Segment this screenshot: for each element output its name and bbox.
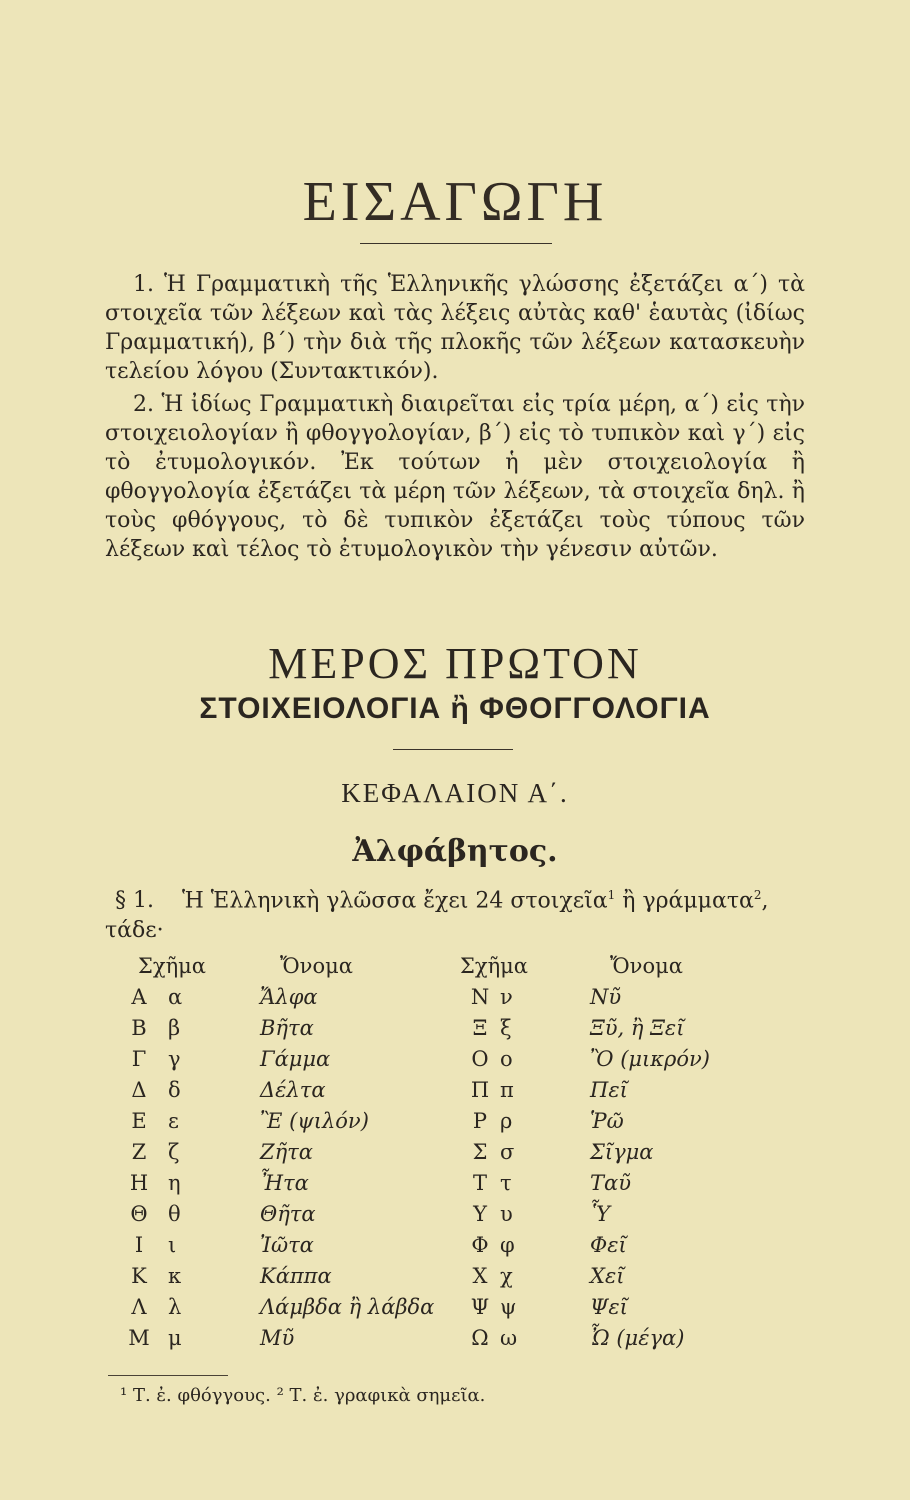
table-row <box>110 981 790 1012</box>
letter-name: Θῆτα <box>260 1201 316 1226</box>
uppercase-letter: Η <box>129 1170 149 1195</box>
lowercase-letter: ω <box>500 1325 518 1350</box>
letter-name: Ὗ <box>590 1201 611 1226</box>
table-row <box>110 1074 790 1105</box>
uppercase-letter: Ξ <box>472 1015 488 1040</box>
lowercase-letter: η <box>168 1170 181 1195</box>
uppercase-letter: Σ <box>472 1139 488 1164</box>
lowercase-letter: υ <box>500 1201 513 1226</box>
table-row <box>110 1291 790 1322</box>
lowercase-letter: μ <box>168 1325 182 1350</box>
lowercase-letter: χ <box>500 1263 513 1288</box>
uppercase-letter: Ω <box>471 1325 489 1350</box>
letter-name: Κάππα <box>260 1263 332 1288</box>
letter-name: Ζῆτα <box>260 1139 313 1164</box>
letter-name: Ψεῖ <box>590 1294 628 1319</box>
lowercase-letter: ν <box>500 984 513 1009</box>
letter-name: Ταῦ <box>590 1170 631 1195</box>
lowercase-letter: δ <box>168 1077 181 1102</box>
uppercase-letter: Δ <box>131 1077 147 1102</box>
part-subtitle: ΣΤΟΙΧΕΙΟΛΟΓΙΑ ἢ ΦΘΟΓΓΟΛΟΓΙΑ <box>199 692 711 725</box>
lowercase-letter: τ <box>500 1170 512 1195</box>
uppercase-letter: Χ <box>472 1263 488 1288</box>
part-title: ΜΕΡΟΣ ΠΡΩΤΟΝ <box>268 639 642 688</box>
letter-name: Ἰῶτα <box>260 1232 314 1257</box>
footnote-ref-1: 1 <box>607 888 616 902</box>
uppercase-letter: Ν <box>470 984 490 1009</box>
letter-name: Πεῖ <box>590 1077 628 1102</box>
table-row <box>110 1136 790 1167</box>
lowercase-letter: ζ <box>168 1139 180 1164</box>
letter-name: Βῆτα <box>260 1015 314 1040</box>
uppercase-letter: Α <box>131 984 147 1009</box>
table-row <box>110 1167 790 1198</box>
uppercase-letter: Γ <box>131 1046 147 1071</box>
lowercase-letter: θ <box>168 1201 181 1226</box>
uppercase-letter: Β <box>131 1015 147 1040</box>
part-divider <box>393 749 513 750</box>
section-intro <box>105 880 805 946</box>
table-header-row <box>110 950 790 981</box>
uppercase-letter: Ο <box>471 1046 489 1071</box>
footnote-ref-2: 2 <box>753 888 762 902</box>
lowercase-letter: ρ <box>500 1108 513 1133</box>
table-row <box>110 1012 790 1043</box>
intro-paragraph-1: 1. Ἡ Γραμματικὴ τῆς Ἑλληνικῆς γλώσσης ἐξετάζει α΄) τὰ στοιχεῖα τῶν λέξεων καὶ τὰς λέξεις αὐτὰς καθ' ἑαυτὰς (ἰδίως Γραμματική), β΄) τὴν διὰ τῆς πλοκῆς τῶν λέξεων κατασκευὴν τελείου λόγου (Συντακτικόν). <box>105 272 805 384</box>
letter-name: Ὂ (μικρόν) <box>590 1046 710 1071</box>
column-header-name-2: Ὄνομα <box>610 953 683 978</box>
lowercase-letter: ψ <box>500 1294 517 1319</box>
lowercase-letter: ξ <box>500 1015 512 1040</box>
letter-name: Δέλτα <box>260 1077 326 1102</box>
table-row <box>110 1198 790 1229</box>
section-heading: Ἀλφάβητος. <box>352 834 558 869</box>
column-header-name-1: Ὄνομα <box>280 953 353 978</box>
letter-name: Ἄλφα <box>260 984 318 1009</box>
table-row <box>110 1322 790 1353</box>
uppercase-letter: Μ <box>128 1325 150 1350</box>
uppercase-letter: Φ <box>471 1232 489 1257</box>
letter-name: Μῦ <box>260 1325 295 1350</box>
intro-paragraph-2: 2. Ἡ ἰδίως Γραμματικὴ διαιρεῖται εἰς τρία μέρη, α΄) εἰς τὴν στοιχειολογίαν ἢ φθογγολογίαν, β΄) εἰς τὸ τυπικὸν καὶ γ΄) εἰς τὸ ἐτυμολογικόν. Ἐκ τούτων ἡ μὲν στοιχειολογία ἢ φθογγολογία ἐξετάζει τὰ μέρη τῶν λέξεων, τὰ στοιχεῖα δηλ. ἢ τοὺς φθόγγους, τὸ δὲ τυπικὸν ἐξετάζει τοὺς τύπους τῶν λέξεων καὶ τέλος τὸ ἐτυμολογικὸν τὴν γένεσιν αὐτῶν. <box>105 392 805 562</box>
alphabet-table <box>110 950 790 1353</box>
intro-paragraphs <box>105 270 805 564</box>
letter-name: Φεῖ <box>590 1232 627 1257</box>
lowercase-letter: π <box>500 1077 514 1102</box>
title-divider <box>360 243 552 244</box>
letter-name: Ἒ (ψιλόν) <box>260 1108 369 1133</box>
lowercase-letter: σ <box>500 1139 515 1164</box>
letter-name: Γάμμα <box>260 1046 331 1071</box>
table-row <box>110 1105 790 1136</box>
letter-name: Χεῖ <box>590 1263 625 1288</box>
letter-name: Σῖγμα <box>590 1139 654 1164</box>
letter-name: Ὦ (μέγα) <box>590 1325 685 1350</box>
letter-name: Ῥῶ <box>590 1108 624 1133</box>
lowercase-letter: φ <box>500 1232 515 1257</box>
footnote-divider <box>108 1375 228 1376</box>
column-header-form-1: Σχῆμα <box>138 953 206 978</box>
lowercase-letter: λ <box>168 1294 182 1319</box>
chapter-title: ΚΕΦΑΛΑΙΟΝ Α΄. <box>341 778 569 808</box>
section-text-c: , τάδε· <box>105 888 769 944</box>
uppercase-letter: Π <box>470 1077 490 1102</box>
lowercase-letter: ε <box>168 1108 179 1133</box>
section-text-b: ἢ γράμματα <box>615 888 754 914</box>
lowercase-letter: ι <box>168 1232 177 1257</box>
uppercase-letter: Ε <box>131 1108 147 1133</box>
lowercase-letter: β <box>168 1015 181 1040</box>
table-row <box>110 1260 790 1291</box>
table-row <box>110 1043 790 1074</box>
uppercase-letter: Τ <box>472 1170 487 1195</box>
uppercase-letter: Κ <box>131 1263 147 1288</box>
section-number: § 1. <box>115 888 154 914</box>
uppercase-letter: Υ <box>473 1201 487 1226</box>
uppercase-letter: Λ <box>131 1294 147 1319</box>
uppercase-letter: Ζ <box>131 1139 147 1164</box>
table-row <box>110 1229 790 1260</box>
uppercase-letter: Θ <box>130 1201 148 1226</box>
lowercase-letter: κ <box>168 1263 182 1288</box>
lowercase-letter: α <box>168 984 183 1009</box>
uppercase-letter: Ρ <box>472 1108 488 1133</box>
uppercase-letter: Ι <box>134 1232 144 1257</box>
lowercase-letter: ο <box>500 1046 513 1071</box>
letter-name: Ἦτα <box>260 1170 309 1195</box>
page-title: ΕΙΣΑΓΩΓΗ <box>302 171 608 233</box>
lowercase-letter: γ <box>168 1046 181 1071</box>
letter-name: Νῦ <box>590 984 622 1009</box>
letter-name: Λάμβδα ἢ λάβδα <box>260 1294 435 1319</box>
footnotes: ¹ Τ. ἐ. φθόγγους. ² Τ. ἐ. γραφικὰ σημεῖα. <box>120 1385 486 1406</box>
section-text-a: Ἡ Ἑλληνικὴ γλῶσσα ἔχει 24 στοιχεῖα <box>181 888 608 914</box>
alphabet-table-body <box>110 981 790 1353</box>
letter-name: Ξῦ, ἢ Ξεῖ <box>590 1015 685 1040</box>
column-header-form-2: Σχῆμα <box>460 953 528 978</box>
uppercase-letter: Ψ <box>470 1294 490 1319</box>
